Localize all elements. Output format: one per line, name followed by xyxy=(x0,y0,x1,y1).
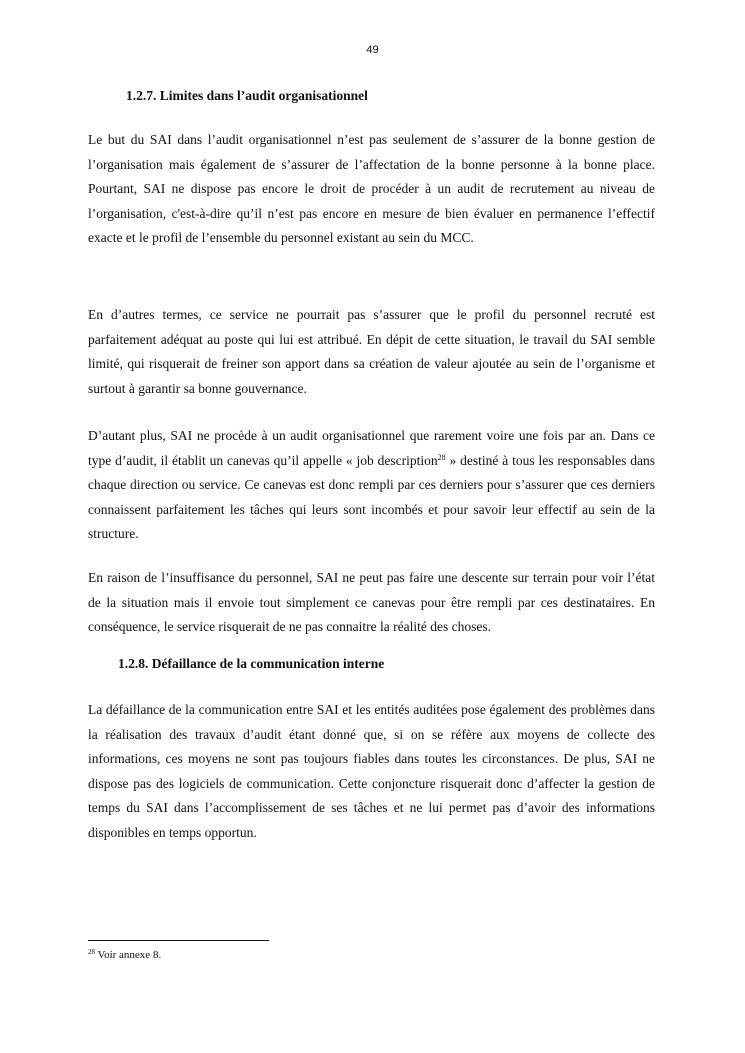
paragraph: Le but du SAI dans l’audit organisationnel n’est pas seulement de s’assurer de la bonne gestion de l’organisation mais également de s’assurer de l’affectation de la bonne personne à la bonne place. Pourtant, SAI ne dispose pas encore le droit de procéder à un audit de recrutement au niveau de l’organisation, c'est-à-dire qu’il n’est pas encore en mesure de bien évaluer en permanence l’effectif exacte et le profil de l’ensemble du personnel existant au sein du MCC. xyxy=(88,132,655,245)
footnote-text: Voir annexe 8. xyxy=(95,949,162,961)
paragraph: En d’autres termes, ce service ne pourrait pas s’assurer que le profil du personnel recruté est parfaitement adéquat au poste qui lui est attribué. En dépit de cette situation, le travail du SAI semble limité, qui risquerait de freiner son apport dans sa création de valeur ajoutée au sein de l’organisme et surtout à garantir sa bonne gouvernance. xyxy=(88,307,655,396)
paragraph-text: » destiné à tous les responsables dans chaque direction ou service. Ce canevas est donc rempli par ces derniers pour s’assurer que ces derniers connaissent parfaitement les tâches qui leurs sont incombés et pour savoir leur effectif au sein de la structure. xyxy=(88,452,655,541)
footnote-separator xyxy=(88,940,269,941)
section-heading-limites-audit: 1.2.7. Limites dans l’audit organisationnel xyxy=(126,88,368,103)
footnote xyxy=(88,948,161,962)
page-number: 49 xyxy=(366,44,379,56)
footnote-reference[interactable]: 28 xyxy=(437,452,446,462)
paragraph-with-footnote-ref xyxy=(88,424,655,547)
paragraph: En raison de l’insuffisance du personnel, SAI ne peut pas faire une descente sur terrain pour voir l’état de la situation mais il envoie tout simplement ce canevas pour être rempli par ces destinataires. En conséquence, le service risquerait de ne pas connaitre la réalité des choses. xyxy=(88,570,655,634)
section-heading-defaillance-communication: 1.2.8. Défaillance de la communication interne xyxy=(118,656,385,671)
footnote-number: 28 xyxy=(88,948,95,956)
paragraph-text: D’autant plus, SAI ne procède à un audit organisationnel que rarement voire une fois par an. Dans ce type d’audit, il établit un canevas qu’il appelle « job description xyxy=(88,428,655,468)
paragraph: La défaillance de la communication entre SAI et les entités auditées pose également des problèmes dans la réalisation des travaux d’audit étant donné que, si on se réfère aux moyens de collecte des informations, ces moyens ne sont pas toujours fiables dans toutes les circonstances. De plus, SAI ne dispose pas des logiciels de communication. Cette conjoncture risquerait donc d’affecter la gestion de temps du SAI dans l’accomplissement de ses tâches et ne lui permet pas d’avoir des informations disponibles en temps opportun. xyxy=(88,702,655,840)
